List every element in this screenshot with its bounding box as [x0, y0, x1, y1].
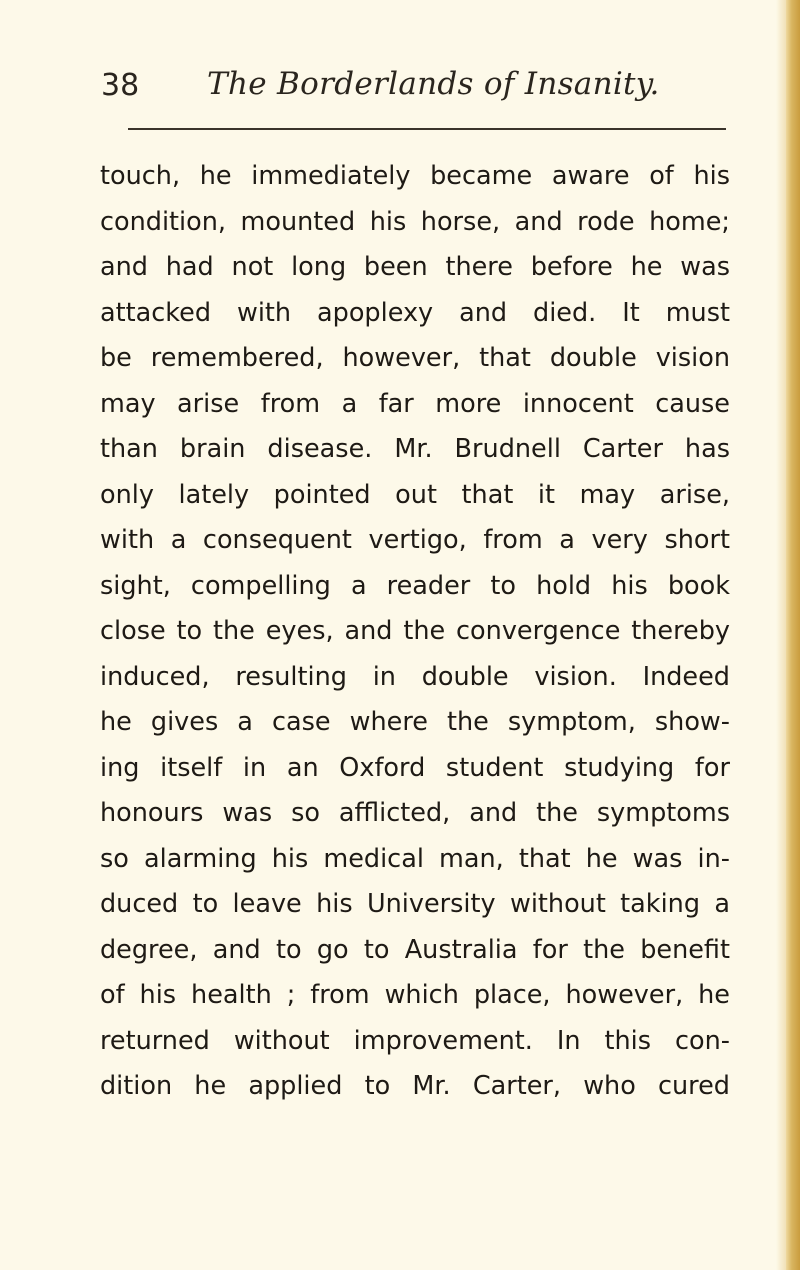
text-line: attacked with apoplexy and died. It must	[100, 297, 730, 328]
text-line: induced, resulting in double vision. Indeed	[100, 661, 730, 692]
text-line: he gives a case where the symptom, show-	[100, 707, 730, 737]
text-line: returned without improvement. In this con-	[100, 1025, 730, 1056]
body-text	[100, 154, 730, 1110]
text-line: honours was so afflicted, and the symptoms	[100, 798, 730, 828]
text-line: condition, mounted his horse, and rode home;	[100, 206, 730, 237]
text-line: duced to leave his University without taking a	[100, 889, 730, 919]
text-line: and had not long been there before he was	[100, 252, 730, 282]
text-line: dition he applied to Mr. Carter, who cured	[100, 1071, 730, 1101]
text-line: touch, he immediately became aware of his	[100, 161, 730, 191]
header-rule	[128, 128, 726, 130]
text-line: so alarming his medical man, that he was in-	[100, 843, 730, 874]
gilt-page-edge	[786, 0, 800, 1270]
page-number: 38	[101, 68, 140, 103]
text-line: only lately pointed out that it may arise,	[100, 479, 730, 510]
text-line: sight, compelling a reader to hold his book	[100, 570, 730, 601]
text-line: with a consequent vertigo, from a very short	[100, 525, 730, 555]
text-line: degree, and to go to Australia for the benefit	[100, 934, 730, 965]
text-line: than brain disease. Mr. Brudnell Carter has	[100, 434, 730, 464]
text-line: may arise from a far more innocent cause	[100, 388, 730, 419]
text-line: of his health ; from which place, however, he	[100, 980, 730, 1010]
page-edge-shadow	[776, 0, 786, 1270]
text-line: close to the eyes, and the convergence thereby	[100, 616, 730, 646]
running-title: The Borderlands of Insanity.	[207, 66, 660, 102]
page-header	[101, 62, 741, 112]
text-line: ing itself in an Oxford student studying for	[100, 752, 730, 783]
text-line: be remembered, however, that double vision	[100, 343, 730, 373]
